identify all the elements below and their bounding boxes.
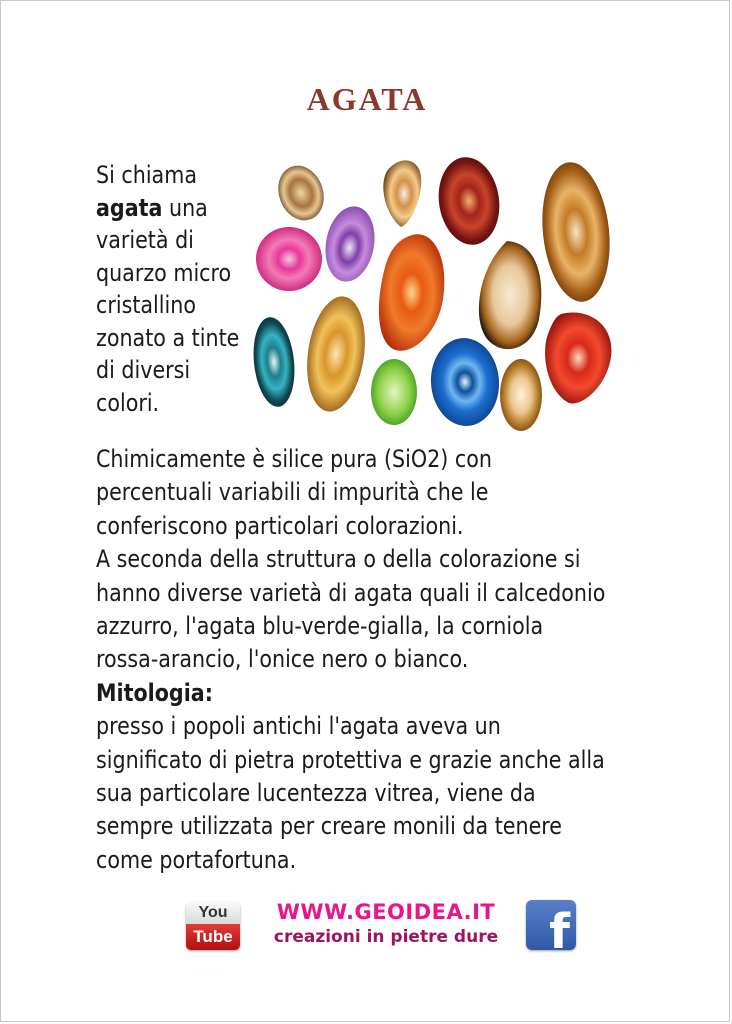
intro-line-rest: una xyxy=(162,193,208,222)
description-line: conferiscono particolari colorazioni. xyxy=(96,511,464,540)
youtube-icon-bottom-text: Tube xyxy=(186,924,240,950)
mythology-line: significato di pietra protettiva e grazie anche alla xyxy=(96,745,605,774)
mythology-heading: Mitologia: xyxy=(96,678,213,707)
description-line: A seconda della struttura o della colorazione si xyxy=(96,545,581,574)
mythology-line: come portafortuna. xyxy=(96,845,297,874)
mythology-line: sua particolare lucentezza vitrea, viene da xyxy=(96,779,536,808)
intro-line: varietà di xyxy=(96,226,194,254)
intro-bold-word: agata xyxy=(96,193,163,222)
website-block xyxy=(250,898,522,948)
intro-line: quarzo micro xyxy=(96,258,232,287)
intro-line xyxy=(96,192,242,225)
tagline: creazioni in pietre dure xyxy=(273,927,499,947)
description-line: hanno diverse varietà di agata quali il calcedonio xyxy=(96,578,606,607)
mythology-line: presso i popoli antichi l'agata aveva un xyxy=(96,712,501,741)
intro-line: cristallino xyxy=(96,291,196,319)
description-line: rossa-arancio, l'onice nero o bianco. xyxy=(96,645,469,674)
intro-line: Si chiama xyxy=(96,161,197,189)
description-line: percentuali variabili di impurità che le xyxy=(96,478,489,507)
youtube-icon-top-text: You xyxy=(186,902,240,924)
mythology-line: sempre utilizzata per creare monili da tenere xyxy=(96,812,563,841)
description-line: Chimicamente è silice pura (SiO2) con xyxy=(96,445,492,473)
description-text xyxy=(96,443,612,877)
facebook-icon[interactable] xyxy=(526,900,576,950)
intro-line: colori. xyxy=(96,388,160,417)
footer xyxy=(186,898,586,954)
intro-line: di diversi xyxy=(96,356,191,384)
website-link[interactable]: WWW.GEOIDEA.IT xyxy=(276,900,496,924)
agate-slices-image xyxy=(249,149,619,439)
intro-text xyxy=(96,159,242,419)
facebook-icon-letter: f xyxy=(549,904,570,950)
description-line: azzurro, l'agata blu-verde-gialla, la corniola xyxy=(96,612,544,641)
youtube-icon[interactable] xyxy=(186,902,240,950)
page-title: AGATA xyxy=(306,81,428,117)
intro-line: zonato a tinte xyxy=(96,323,240,352)
